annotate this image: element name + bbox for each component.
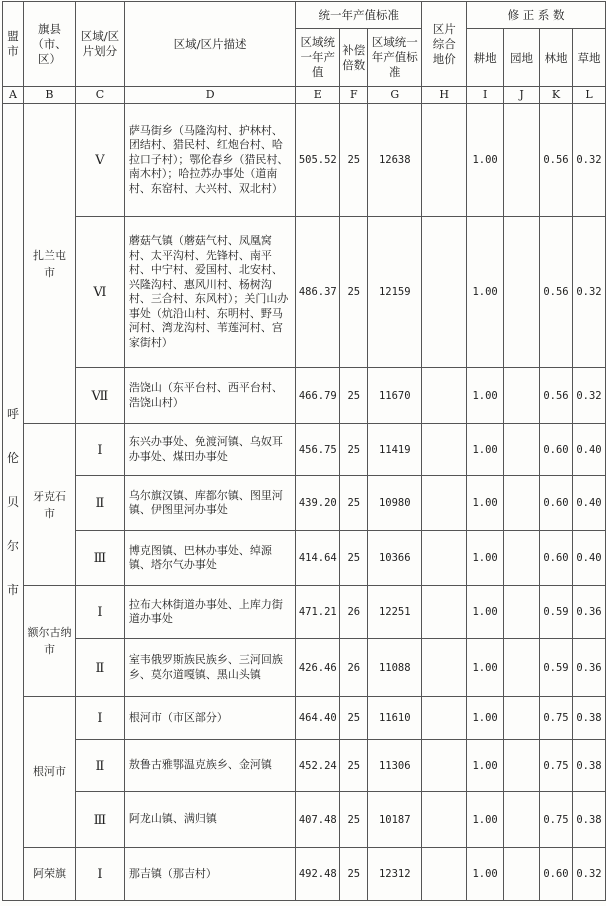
- county-cell: 牙克石市: [23, 424, 75, 586]
- zone-cell: Ⅰ: [75, 424, 124, 476]
- garden-coef: [504, 639, 540, 697]
- column-letter-row: [3, 87, 606, 104]
- zone-cell: Ⅰ: [75, 848, 124, 901]
- farmland-coef: 1.00: [467, 531, 504, 586]
- garden-coef: [504, 368, 540, 424]
- farmland-coef: 1.00: [467, 104, 504, 217]
- compensation-multiple: 25: [340, 424, 368, 476]
- zone-description: 东兴办事处、免渡河镇、乌奴耳办事处、煤田办事处: [124, 424, 295, 476]
- land-value-table: [2, 1, 606, 901]
- table-row: [3, 792, 606, 848]
- table-row: [3, 368, 606, 424]
- annual-value: 471.21: [296, 586, 340, 639]
- forest-coef: 0.59: [539, 586, 572, 639]
- col-letter: B: [23, 87, 75, 104]
- garden-coef: [504, 586, 540, 639]
- compensation-multiple: 25: [340, 848, 368, 901]
- grassland-coef: 0.40: [572, 424, 605, 476]
- header-annual-value: 区域统一年产值: [296, 29, 340, 87]
- forest-coef: 0.59: [539, 639, 572, 697]
- zone-cell: Ⅱ: [75, 740, 124, 792]
- compensation-multiple: 25: [340, 217, 368, 368]
- zone-land-price: [422, 104, 467, 217]
- col-letter: H: [422, 87, 467, 104]
- zone-description: 拉布大林街道办事处、上库力街道办事处: [124, 586, 295, 639]
- forest-coef: 0.60: [539, 531, 572, 586]
- grassland-coef: 0.32: [572, 104, 605, 217]
- forest-coef: 0.60: [539, 848, 572, 901]
- grassland-coef: 0.38: [572, 697, 605, 740]
- zone-description: 乌尔旗汉镇、库都尔镇、图里河镇、伊图里河办事处: [124, 476, 295, 531]
- farmland-coef: 1.00: [467, 740, 504, 792]
- zone-description: 萨马街乡（马隆沟村、护林村、团结村、猎民村、红炮台村、哈拉口子村）；鄂伦春乡（猎民村、南木村）；哈拉苏办事处（道南村、东窑村、大兴村、双北村）: [124, 104, 295, 217]
- col-letter: C: [75, 87, 124, 104]
- county-cell: 额尔古纳市: [23, 586, 75, 697]
- standard-value: 12312: [368, 848, 422, 901]
- compensation-multiple: 25: [340, 476, 368, 531]
- header-zone-description: 区域/区片描述: [124, 2, 295, 87]
- standard-value: 12638: [368, 104, 422, 217]
- table-row: [3, 104, 606, 217]
- compensation-multiple: 25: [340, 792, 368, 848]
- zone-description: 蘑菇气镇（蘑菇气村、凤凰窝村、太平沟村、先锋村、南平村、中宁村、爱国村、北安村、兴隆沟村、惠风川村、杨树沟村、三合村、东风村）；关门山办事处（炕沿山村、东明村、野马河村、湾龙沟村、苇莲河村、宫家街村）: [124, 217, 295, 368]
- zone-cell: Ⅶ: [75, 368, 124, 424]
- annual-value: 414.64: [296, 531, 340, 586]
- compensation-multiple: 25: [340, 740, 368, 792]
- zone-description: 博克图镇、巴林办事处、绰源镇、塔尔气办事处: [124, 531, 295, 586]
- table-row: [3, 697, 606, 740]
- header-standard: 区域统一年产值标准: [368, 29, 422, 87]
- grassland-coef: 0.36: [572, 639, 605, 697]
- col-letter: I: [467, 87, 504, 104]
- zone-description: 那吉镇（那吉村）: [124, 848, 295, 901]
- header-zone-land-price: 区片综合地价: [422, 2, 467, 87]
- farmland-coef: 1.00: [467, 792, 504, 848]
- grassland-coef: 0.32: [572, 368, 605, 424]
- farmland-coef: 1.00: [467, 697, 504, 740]
- annual-value: 452.24: [296, 740, 340, 792]
- zone-land-price: [422, 368, 467, 424]
- zone-cell: Ⅱ: [75, 476, 124, 531]
- standard-value: 10366: [368, 531, 422, 586]
- annual-value: 486.37: [296, 217, 340, 368]
- forest-coef: 0.56: [539, 368, 572, 424]
- annual-value: 456.75: [296, 424, 340, 476]
- zone-cell: Ⅰ: [75, 586, 124, 639]
- league-city-cell: 呼伦贝尔市: [3, 104, 24, 901]
- table-row: [3, 424, 606, 476]
- standard-value: 11419: [368, 424, 422, 476]
- grassland-coef: 0.36: [572, 586, 605, 639]
- compensation-multiple: 25: [340, 531, 368, 586]
- garden-coef: [504, 697, 540, 740]
- grassland-coef: 0.38: [572, 740, 605, 792]
- standard-value: 11306: [368, 740, 422, 792]
- forest-coef: 0.75: [539, 697, 572, 740]
- annual-value: 466.79: [296, 368, 340, 424]
- table-row: [3, 217, 606, 368]
- farmland-coef: 1.00: [467, 368, 504, 424]
- garden-coef: [504, 217, 540, 368]
- county-cell: 根河市: [23, 697, 75, 848]
- annual-value: 439.20: [296, 476, 340, 531]
- zone-land-price: [422, 531, 467, 586]
- header-forest: 林地: [539, 29, 572, 87]
- zone-land-price: [422, 792, 467, 848]
- zone-cell: Ⅲ: [75, 531, 124, 586]
- zone-cell: Ⅱ: [75, 639, 124, 697]
- header-county: 旗县（市、区）: [23, 2, 75, 87]
- zone-cell: Ⅲ: [75, 792, 124, 848]
- grassland-coef: 0.40: [572, 476, 605, 531]
- zone-land-price: [422, 217, 467, 368]
- zone-description: 室韦俄罗斯族民族乡、三河回族乡、莫尔道嘎镇、黑山头镇: [124, 639, 295, 697]
- garden-coef: [504, 792, 540, 848]
- grassland-coef: 0.38: [572, 792, 605, 848]
- county-cell: 阿荣旗: [23, 848, 75, 901]
- col-letter: J: [504, 87, 540, 104]
- col-letter: G: [368, 87, 422, 104]
- annual-value: 505.52: [296, 104, 340, 217]
- zone-land-price: [422, 424, 467, 476]
- farmland-coef: 1.00: [467, 639, 504, 697]
- county-cell: 扎兰屯市: [23, 104, 75, 424]
- annual-value: 492.48: [296, 848, 340, 901]
- table-row: [3, 586, 606, 639]
- header-league-city: 盟市: [3, 2, 24, 87]
- garden-coef: [504, 104, 540, 217]
- annual-value: 464.40: [296, 697, 340, 740]
- zone-description: 敖鲁古雅鄂温克族乡、金河镇: [124, 740, 295, 792]
- col-letter: K: [539, 87, 572, 104]
- col-letter: F: [340, 87, 368, 104]
- forest-coef: 0.56: [539, 104, 572, 217]
- farmland-coef: 1.00: [467, 586, 504, 639]
- forest-coef: 0.56: [539, 217, 572, 368]
- farmland-coef: 1.00: [467, 848, 504, 901]
- standard-value: 10980: [368, 476, 422, 531]
- forest-coef: 0.75: [539, 792, 572, 848]
- col-letter: A: [3, 87, 24, 104]
- header-grassland: 草地: [572, 29, 605, 87]
- compensation-multiple: 26: [340, 586, 368, 639]
- header-row-1: [3, 2, 606, 29]
- col-letter: D: [124, 87, 295, 104]
- forest-coef: 0.60: [539, 424, 572, 476]
- table-row: [3, 476, 606, 531]
- col-letter: E: [296, 87, 340, 104]
- grassland-coef: 0.32: [572, 848, 605, 901]
- forest-coef: 0.75: [539, 740, 572, 792]
- garden-coef: [504, 531, 540, 586]
- zone-land-price: [422, 697, 467, 740]
- standard-value: 11610: [368, 697, 422, 740]
- annual-value: 407.48: [296, 792, 340, 848]
- standard-value: 10187: [368, 792, 422, 848]
- garden-coef: [504, 848, 540, 901]
- standard-value: 11670: [368, 368, 422, 424]
- table-row: [3, 740, 606, 792]
- compensation-multiple: 25: [340, 697, 368, 740]
- compensation-multiple: 25: [340, 104, 368, 217]
- garden-coef: [504, 424, 540, 476]
- forest-coef: 0.60: [539, 476, 572, 531]
- table-row: [3, 639, 606, 697]
- zone-cell: Ⅰ: [75, 697, 124, 740]
- header-correction-coefficients: 修 正 系 数: [467, 2, 606, 29]
- standard-value: 12251: [368, 586, 422, 639]
- header-zone-division: 区域/区片划分: [75, 2, 124, 87]
- compensation-multiple: 26: [340, 639, 368, 697]
- compensation-multiple: 25: [340, 368, 368, 424]
- annual-value: 426.46: [296, 639, 340, 697]
- zone-land-price: [422, 639, 467, 697]
- header-farmland: 耕地: [467, 29, 504, 87]
- header-garden: 园地: [504, 29, 540, 87]
- zone-land-price: [422, 476, 467, 531]
- zone-land-price: [422, 586, 467, 639]
- header-unified-standard: 统一年产值标准: [296, 2, 422, 29]
- zone-description: 根河市（市区部分）: [124, 697, 295, 740]
- farmland-coef: 1.00: [467, 476, 504, 531]
- zone-land-price: [422, 848, 467, 901]
- farmland-coef: 1.00: [467, 424, 504, 476]
- zone-description: 阿龙山镇、满归镇: [124, 792, 295, 848]
- garden-coef: [504, 740, 540, 792]
- standard-value: 12159: [368, 217, 422, 368]
- garden-coef: [504, 476, 540, 531]
- zone-cell: Ⅴ: [75, 104, 124, 217]
- farmland-coef: 1.00: [467, 217, 504, 368]
- grassland-coef: 0.40: [572, 531, 605, 586]
- col-letter: L: [572, 87, 605, 104]
- header-compensation-multiple: 补偿倍数: [340, 29, 368, 87]
- zone-land-price: [422, 740, 467, 792]
- table-row: [3, 531, 606, 586]
- table-row: [3, 848, 606, 901]
- zone-cell: Ⅵ: [75, 217, 124, 368]
- zone-description: 浩饶山（东平台村、西平台村、浩饶山村）: [124, 368, 295, 424]
- standard-value: 11088: [368, 639, 422, 697]
- grassland-coef: 0.32: [572, 217, 605, 368]
